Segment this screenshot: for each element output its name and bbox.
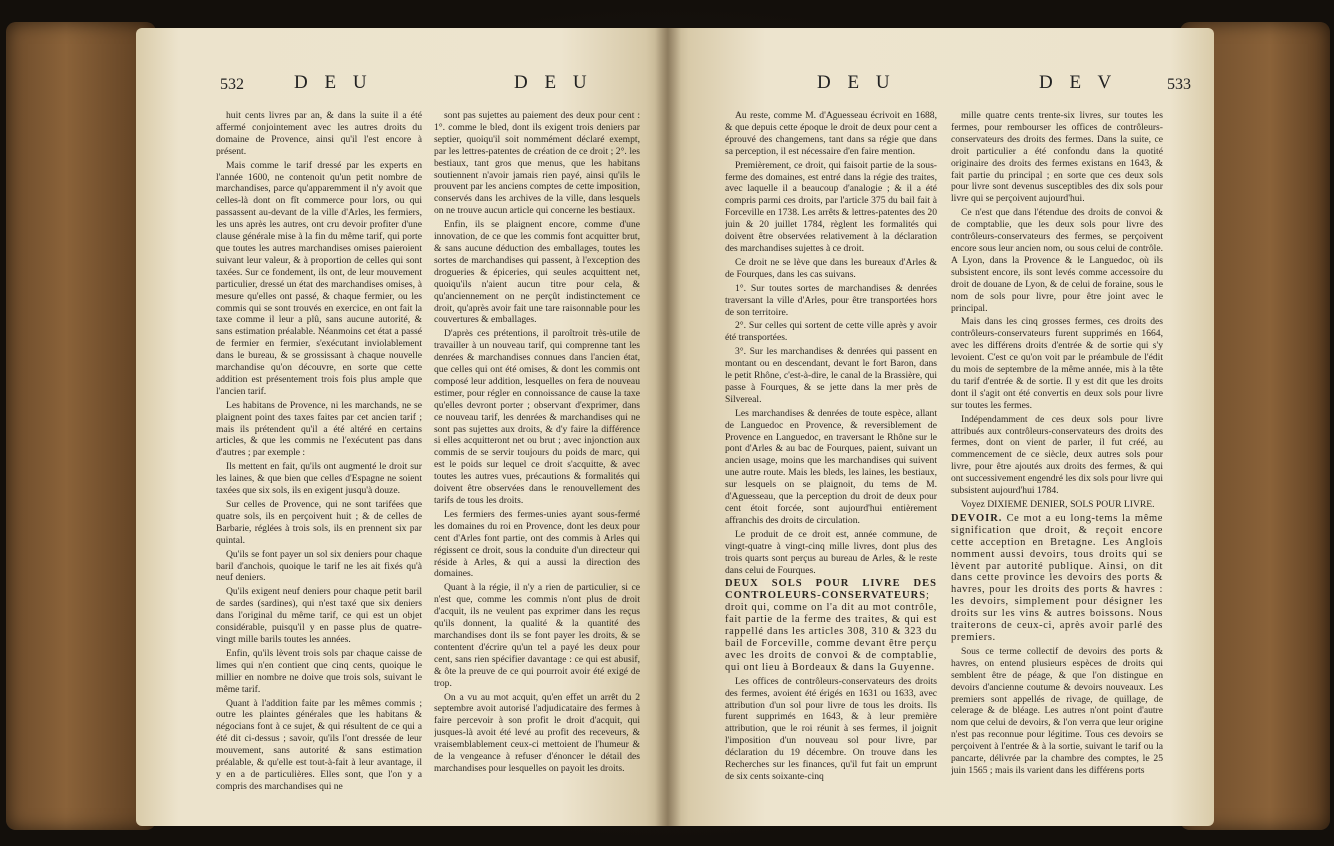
paragraph: Quant à l'addition faite par les mêmes commis ; outre les plaintes générales que les habitans & négocians font à ce sujet, & qui résultent de ce qui a été dit ci-dessus ; savoir, qu'ils l'ont dressée de leur mouvement, sans autorité & sans estimation préalable, & qu'elle est tout-à-fait à leur avantage, il y en a de particulières. Elles sont, que l'on y a compris des marchandises qui ne xyxy=(216,697,422,792)
entry-heading-devoir xyxy=(951,513,1163,644)
paragraph: Les marchandises & denrées de toute espèce, allant de Languedoc en Provence, & reversiblement de Provence en Languedoc, en traversant le Rhône sur le pont d'Arles & au bac de Fourques, paient, suivant un ancien usage, moins que les marchandises qui suivent une autre route. Mais les bleds, les laines, les bestiaux, sur lesquels on se plaignoit, du tems de M. d'Aguesseau, que la perception du droit de deux pour cent étoit forcée, sont aujourd'hui entièrement affranchis des droits de circulation. xyxy=(725,407,937,526)
page-number-left: 532 xyxy=(220,76,244,93)
book-gutter xyxy=(655,28,681,826)
right-page-column-2 xyxy=(951,110,1163,796)
entry-headword: DEVOIR. xyxy=(951,512,1003,524)
paragraph: Le produit de ce droit est, année commune, de vingt-quatre à vingt-cinq mille livres, dont plus des trois quarts sont perçus au bureau de Arles, & le reste dans celui de Fourques. xyxy=(725,528,937,576)
paragraph: Les offices de contrôleurs-conservateurs des droits des fermes, avoient été érigés en 1631 ou 1633, avec attribution d'un sol pour livre de tous les droits. Ils furent supprimés en 1643, & à leur première attribution, que le roi réunit à ses fermes, il joignit l'imposition d'un nouveau sol pour livre, par déclaration du 19 décembre. On trouve dans les Recherches sur les finances, qu'il fut fait un emprunt de six cents soixante-cinq xyxy=(725,675,937,782)
paragraph: Ce n'est que dans l'étendue des droits de convoi & de comptablie, que les deux sols pour livre des contrôleurs-conservateurs des fermes, se perçoivent encore sous leur ancien nom, ou sous celui de contrôle. A Lyon, dans la Provence & le Languedoc, où ils subsistent encore, ils sont levés comme accessoire du droit de douane de Lyon, & de celui de foraine, sous le nom de sols pour livre, pour être joint avec le principal. xyxy=(951,207,1163,314)
paragraph: D'après ces prétentions, il paroîtroit très-utile de travailler à un nouveau tarif, qui comprenne tant les denrées & marchandises connues dans l'ancien état, que celles qui ont été omises, & dont les commis ont composé leur addition, lesquelles on fera de nouveau estimer, pour régler en connoissance de cause la taxe qu'elles devront porter ; observant d'exprimer, dans ce nouveau tarif, les denrées & marchandises qui ne sont pas sujettes aux droits, & d'y faire la différence si elles acquitteront net ou brut ; avec injonction aux commis de se servir toujours du poids de marc, qui est le poids sur lequel ce droit s'acquitte, & avec toutes les autres vues, précautions & formalités qui doivent être observées dans le renouvellement des tarifs de tous les droits. xyxy=(434,328,640,506)
paragraph: 2°. Sur celles qui sortent de cette ville après y avoir été transportées. xyxy=(725,320,937,344)
paragraph: Mais dans les cinq grosses fermes, ces droits des contrôleurs-conservateurs furent supprimés en 1664, avec les différens droits d'entrée & de sortie qui s'y levoient. C'est ce qu'on voit par le préambule de l'édit du mois de septembre de la même année, mis à la tête du tarif d'entrée & de sortie. Il y est dit que les droits dont il s'agit ont été convertis en deux sols pour livre sur toutes les fermes. xyxy=(951,316,1163,411)
running-head-right-2: D E V xyxy=(1039,72,1118,93)
left-page-column-1 xyxy=(216,110,422,796)
paragraph: Qu'ils se font payer un sol six deniers pour chaque baril d'anchois, quoique le tarif ne les ait fixés qu'à neuf deniers. xyxy=(216,548,422,584)
left-page-column-2 xyxy=(434,110,640,796)
left-page xyxy=(136,28,667,826)
paragraph: Indépendamment de ces deux sols pour livre attribués aux contrôleurs-conservateurs des droits des fermes, dont on vient de parler, il fut créé, au commencement de ce siècle, deux autres sols pour livre, pour être ajoutés aux droits des fermes, & qui ont successivement engendré les dix sols pour livre qui subsistent aujourd'hui 1784. xyxy=(951,413,1163,497)
paragraph: Enfin, qu'ils lèvent trois sols par chaque caisse de limes qui n'en contient que cinq cents, quoique le millier en nombre ne doive que trois sols, suivant le même tarif. xyxy=(216,647,422,695)
book-cover-left xyxy=(6,22,156,830)
right-page-column-1 xyxy=(725,110,937,796)
running-head-left-1: D E U xyxy=(294,72,373,93)
right-page xyxy=(667,28,1214,826)
running-head-left-2: D E U xyxy=(514,72,593,93)
see-also-reference: Voyez DIXIEME DENIER, SOLS POUR LIVRE. xyxy=(961,499,1155,510)
running-head-right-1: D E U xyxy=(817,72,896,93)
paragraph: huit cents livres par an, & dans la suite il a été affermé conjointement avec les autres droits du domaine de Provence, ainsi qu'il l'est encore à présent. xyxy=(216,110,422,157)
paragraph: Ils mettent en fait, qu'ils ont augmenté le droit sur les laines, & que bien que celles d'Espagne ne soient taxées que six sols, ils en exigent jusqu'à douze. xyxy=(216,461,422,497)
paragraph: sont pas sujettes au paiement des deux pour cent : 1°. comme le bled, dont ils exigent trois deniers par septier, quoiqu'il soit nommément déclaré exempt, par les lettres-patentes de création de ce droit ; 2°. les bestiaux, tant gros que menus, que les habitans soutiennent n'avoir jamais rien payé, ainsi qu'ils le prouvent par les anciens comptes de cette imposition, conservés dans les archives de la ville, dans lesquels on ne trouve aucun article qui concerne les bestiaux. xyxy=(434,110,640,217)
paragraph: 1°. Sur toutes sortes de marchandises & denrées traversant la ville d'Arles, pour être transportées hors de son territoire. xyxy=(725,282,937,318)
page-number-right: 533 xyxy=(1167,76,1191,93)
paragraph: Quant à la régie, il n'y a rien de particulier, si ce n'est que, comme les commis n'ont plus de droit d'acquit, ils ne veulent pas exprimer dans les reçus qu'ils donnent, la qualité & la quantité des marchandises dont ils se font payer les droits, & se contentent d'écrire qu'un tel a payé les deux pour cent, sans rien spécifier davantage : ce qui est abusif, & ôte la preuve de ce qui pourroit avoir été exigé de trop. xyxy=(434,582,640,689)
paragraph: Enfin, ils se plaignent encore, comme d'une innovation, de ce que les commis font acquitter brut, & sans aucune déduction des emballages, toutes les sortes de marchandises qui passent, à l'exception des drogueries & épiceries, qui seules acquittent net, quoiqu'ils n'aient aucun titre pour cela, & qu'anciennement on ne perçût indistinctement ce droit, qu'après avoir fait une tare raisonnable pour les couvertures & emballages. xyxy=(434,219,640,326)
paragraph: Premièrement, ce droit, qui faisoit partie de la sous-ferme des domaines, est entré dans la régie des traites, avec laquelle il a beaucoup d'analogie ; & il a été compris parmi ces droits, par l'article 375 du bail fait à Forceville en 1738. Les arrêts & lettres-patentes des 20 juin & 20 juillet 1784, règlent les formalités qui doivent être observées relativement à la déclaration des marchandises sujettes à ce droit. xyxy=(725,159,937,254)
entry-headword: DEUX SOLS POUR LIVRE DES CONTROLEURS-CONSERVATEURS xyxy=(725,578,937,602)
entry-heading-text: ; droit qui, comme on l'a dit au mot contrôle, fait partie de la ferme des traites, & qui est rappellé dans les articles 308, 310 & 323 du bail de Forceville, comme devant être perçu avec les droits de convoi & de comptablie, qui ont lieu à Bordeaux & dans la Guyenne. xyxy=(725,590,937,673)
paragraph: Les fermiers des fermes-unies ayant sous-fermé les domaines du roi en Provence, dont les deux pour cent d'Arles font partie, ont des commis à Arles qui régissent ce droit, sous la conduite d'un directeur qui réside à Arles, & qui a aussi la direction des domaines. xyxy=(434,508,640,580)
entry-heading-text: Ce mot a eu long-tems la même signification que droit, & reçoit encore cette acception en Bretagne. Les Anglois nomment aussi devoirs, tous droits qui se lèvent par autorité publique. Ainsi, on dit dans cette province les devoirs des ports & havres, pour les droits des ports & havres : les devoirs, simplement pour désigner les droits sur les vins & autres boissons. Nous traiterons de ceux-ci, après avoir parlé des premiers. xyxy=(951,512,1163,643)
paragraph: Sur celles de Provence, qui ne sont tarifées que quatre sols, ils en perçoivent huit ; & de celles de Barbarie, réglées à trois sols, ils en prennent six par quintal. xyxy=(216,499,422,546)
paragraph: Au reste, comme M. d'Aguesseau écrivoit en 1688, & que depuis cette époque le droit de deux pour cent a éprouvé des changemens, tant dans sa régie que dans sa perception, il est nécessaire d'en faire mention. xyxy=(725,110,937,157)
paragraph: mille quatre cents trente-six livres, sur toutes les fermes, pour rembourser les offices de contrôleurs-conservateurs des droits des fermes. Dans la suite, ce droit particulier a été confondu dans la quotité originaire des droits des fermes existans en 1643, & fait partie du principal ; en sorte que ces deux sols pour livre sont devenus susceptibles des dix sols pour livre qui se perçoivent aujourd'hui. xyxy=(951,110,1163,205)
paragraph: Les habitans de Provence, ni les marchands, ne se plaignent point des taxes faites par cet ancien tarif ; mais ils prétendent qu'il a été altéré en certains articles, & que les commis ne l'exécutent pas dans d'autres ; par exemple : xyxy=(216,399,422,459)
paragraph: Ce droit ne se lève que dans les bureaux d'Arles & de Fourques, dans les cas suivans. xyxy=(725,256,937,280)
paragraph: Qu'ils exigent neuf deniers pour chaque petit baril de sardes (sardines), qui n'est taxé que six deniers dans l'original du même tarif, ce qui est un objet considérable, puisqu'il y en passe plus de quatre-vingt mille barils toutes les années. xyxy=(216,586,422,645)
paragraph: Sous ce terme collectif de devoirs des ports & havres, on entend plusieurs espèces de droits qui semblent être de péage, & que l'on distingue en devoirs d'ancienne coutume & devoirs nouveaux. Les premiers sont appellés de rivage, de quillage, de celerage & de bléage. Les autres n'ont point d'autre nom que celui de devoirs, & l'on verra que leur origine n'est pas reconnue pour légitime. Tous ces devoirs se perçoivent à l'entrée & à la sortie, suivant le tarif ou la pancarte, délivrée par la chambre des comptes, le 25 juin 1565 ; mais ils varient dans les différens ports xyxy=(951,645,1163,776)
paragraph: On a vu au mot acquit, qu'en effet un arrêt du 2 septembre avoit autorisé l'adjudicataire des fermes à faire percevoir à son profit le droit d'acquit, qui jusques-là avoit été levé au profit des receveurs, & vraisemblablement ceux-ci mettoient de l'humeur & de la vengeance à refuser d'énoncer le détail des marchandises pour lesquelles on payoit les droits. xyxy=(434,691,640,774)
paragraph: Mais comme le tarif dressé par les experts en l'année 1600, ne contenoit qu'un petit nombre de marchandises, parce qu'apparemment il n'y avoit que celles-là dont on fît commerce pour lors, ou qui passassent au-devant de la ville d'Arles, les fermiers, les uns après les autres, ont cru devoir profiter d'une clause générale mise à la fin du même tarif, qui porte que toutes les autres marchandises omises paieroient suivant leur valeur, & à proportion de celles qui sont taxées. Sur ce fondement, ils ont, de leur mouvement particulier, dressé un état des marchandises omises, à mesure qu'elles ont passé, & chaque fermier, ou les commis qui se sont trouvés en exercice, en ont fait la taxe comme il leur a plû, sans aucune autorité, & sans estimation préalable. Néanmoins cet état a passé de fermier en fermier, s'exécutant inviolablement dans le bureau, & se grossissant à chaque nouvelle marchandise qu'on découvre, en sorte que cette addition est présentement trois fois plus ample que l'ancien tarif. xyxy=(216,159,422,397)
paragraph: 3°. Sur les marchandises & denrées qui passent en montant ou en descendant, devant le fort Baron, dans le petit Rhône, c'est-à-dire, le canal de la Brassière, qui passe à Fourques, & se jette dans la mer près de Silvereal. xyxy=(725,346,937,405)
entry-heading-deux-sols xyxy=(725,578,937,673)
